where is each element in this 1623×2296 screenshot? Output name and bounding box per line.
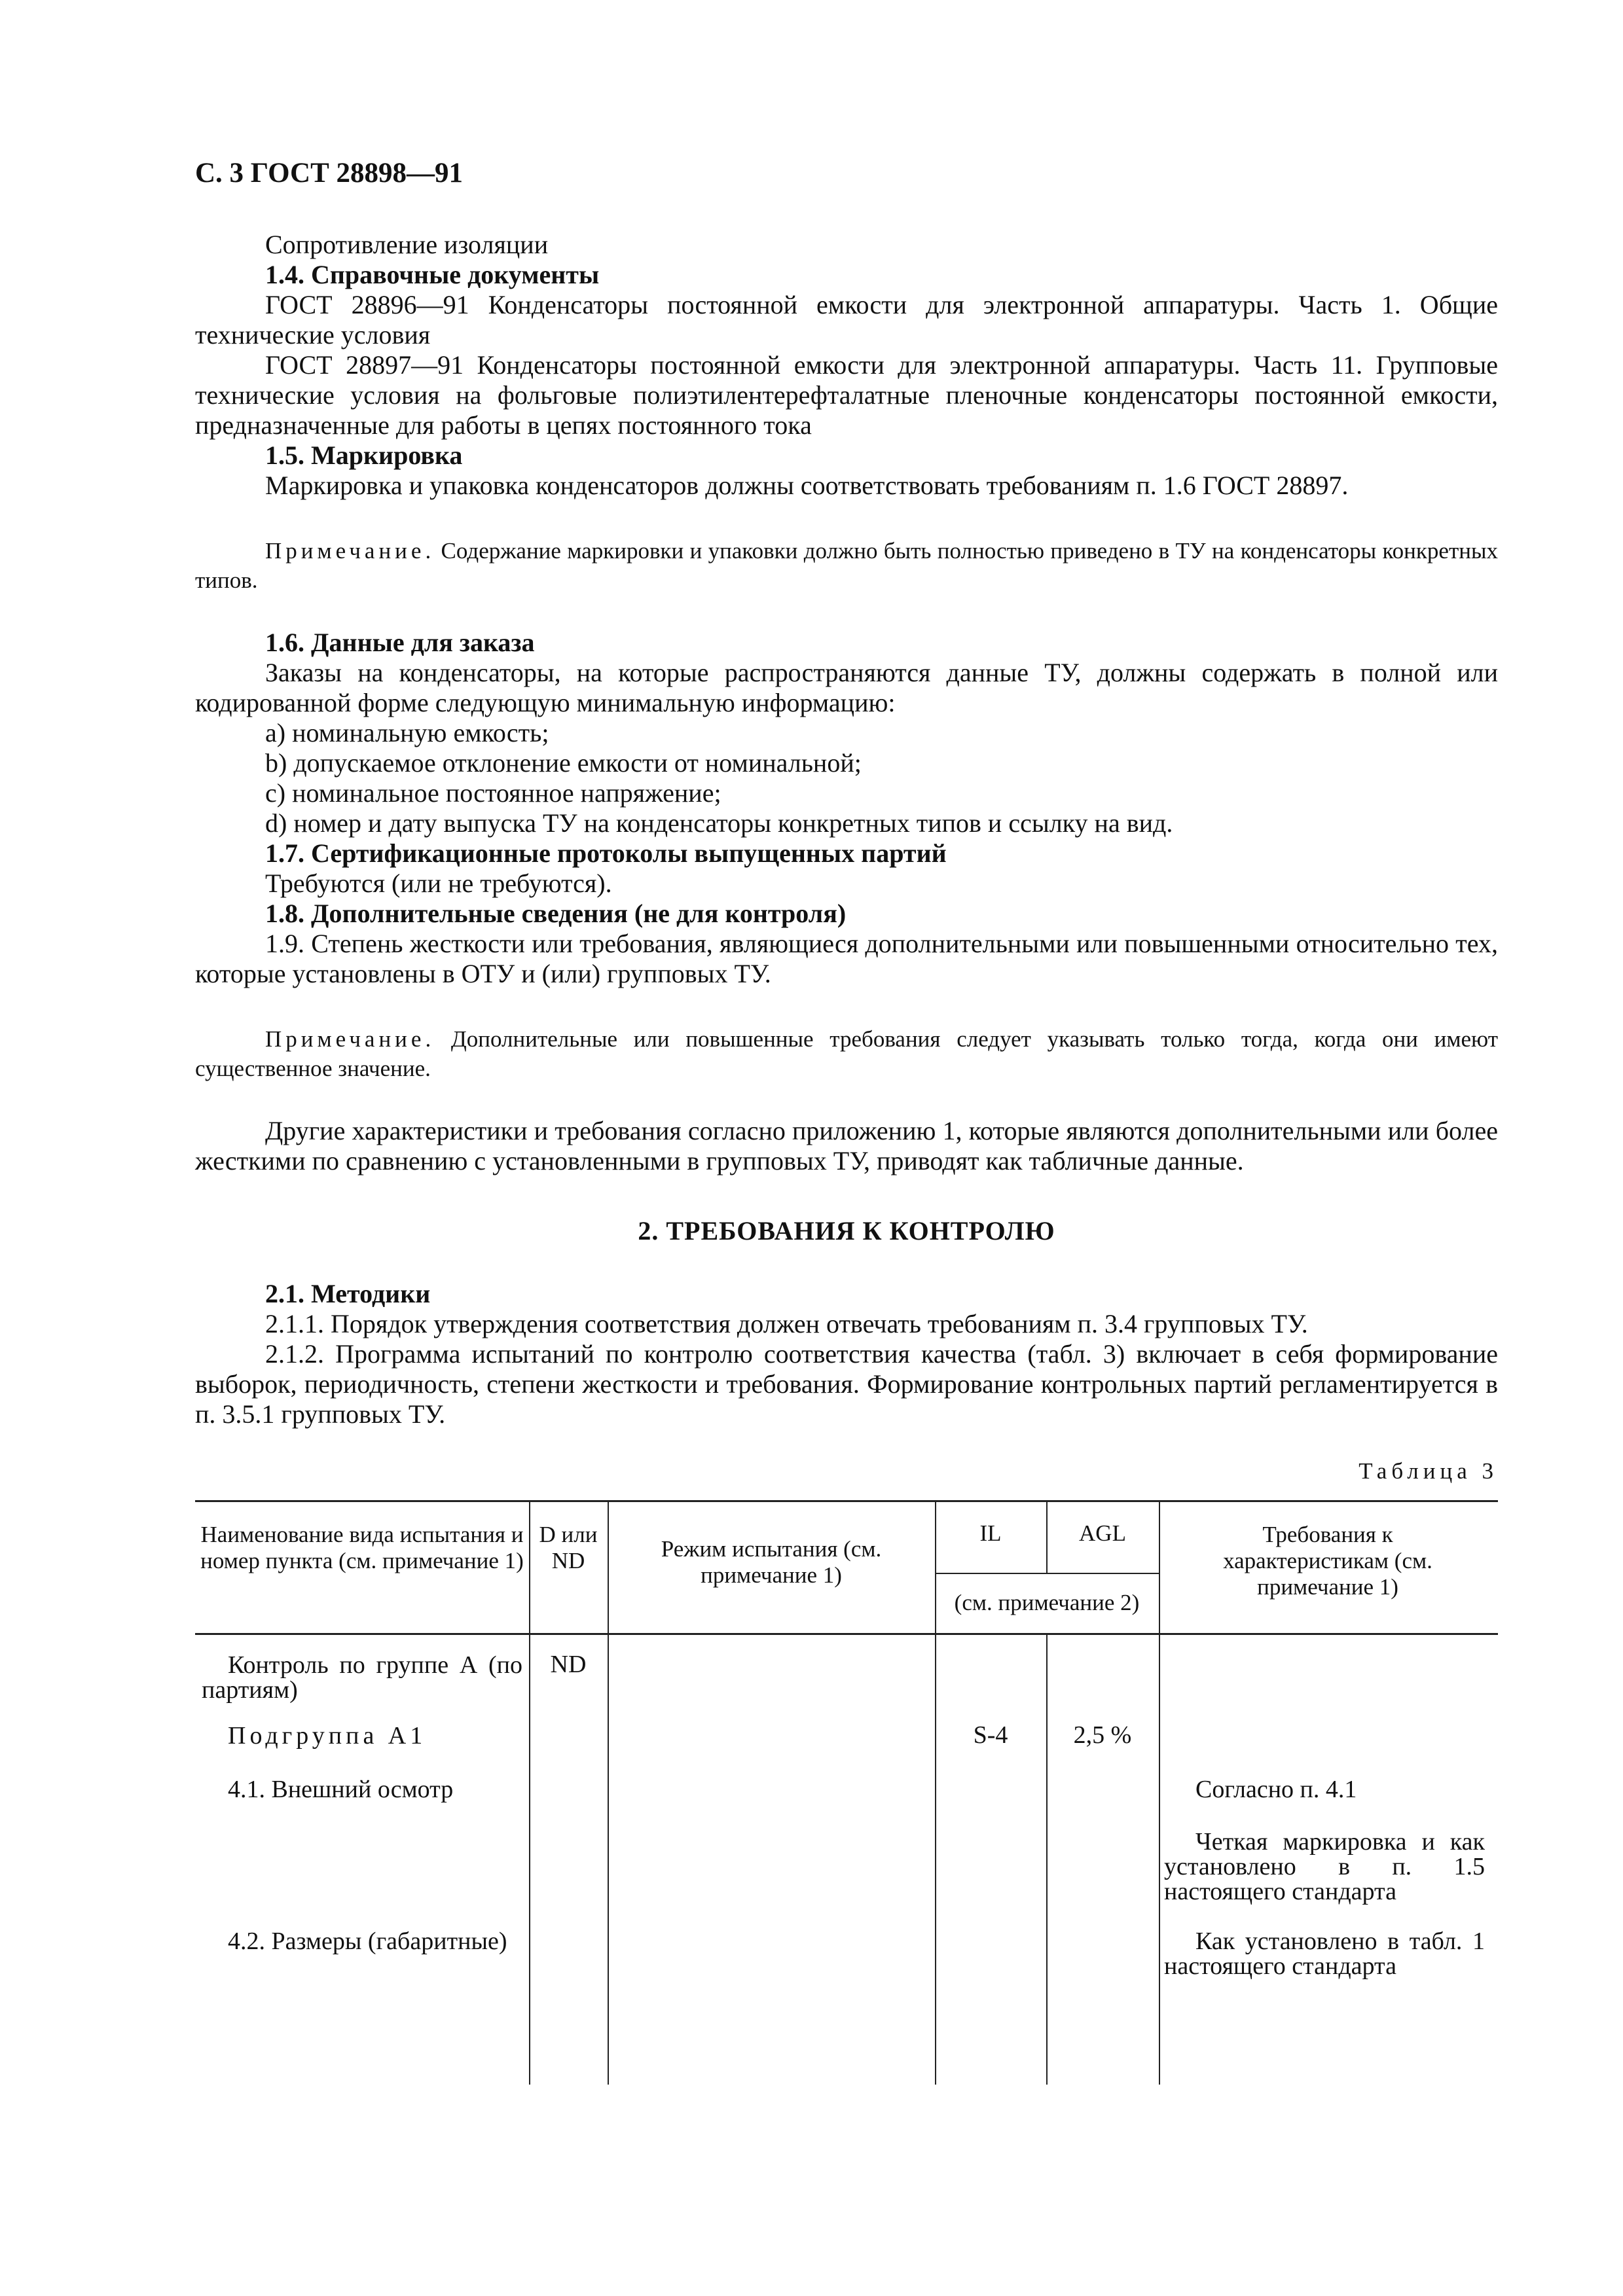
header-requirements: Требования к характеристикам (см. примечание 1) [1223, 1522, 1432, 1600]
other-text: Другие характеристики и требования согласно приложению 1, которые являются дополнительными или более жесткими по сравнению с установленными в групповых ТУ, приводят как табличные данные. [195, 1116, 1498, 1175]
marking-text: Маркировка и упаковка конденсаторов должны соответствовать требованиям п. 1.6 ГОСТ 28897. [265, 471, 1349, 500]
section-2-title: 2. ТРЕБОВАНИЯ К КОНТРОЛЮ [638, 1216, 1055, 1246]
table-caption: Таблица 3 [1359, 1458, 1498, 1484]
order-item-c: c) номинальное постоянное напряжение; [265, 778, 721, 808]
table-rule [195, 1633, 1498, 1635]
note-2 [195, 1024, 1498, 1083]
note-label-2: Примечание. [265, 1026, 435, 1052]
table-rule [1046, 1633, 1048, 2085]
extra-heading: 1.8. Дополнительные сведения (не для контроля) [265, 899, 847, 928]
methods-heading: 2.1. Методики [265, 1279, 431, 1308]
row-dimensions: 4.2. Размеры (габаритные) [228, 1928, 507, 1955]
ref-doc-1: ГОСТ 28896—91 Конденсаторы постоянной емкости для электронной аппаратуры. Часть 1. Общие технические условия [195, 290, 1498, 350]
ref-doc-2: ГОСТ 28897—91 Конденсаторы постоянной емкости для электронной аппаратуры. Часть 11. Групповые технические условия на фольговые полиэтилентерефталатные пленочные конденсаторы постоянной емкости, предназначенные для работы в цепях постоянного тока [195, 350, 1498, 440]
row-subgroup-agl: 2,5 % [1073, 1721, 1132, 1749]
table-rule [529, 1502, 530, 2085]
order-item-a: a) номинальную емкость; [265, 718, 549, 747]
severity-text: 1.9. Степень жесткости или требования, являющиеся дополнительными или повышенными относительно тех, которые установлены в ОТУ и (или) групповых ТУ. [195, 929, 1498, 988]
page-header: С. 3 ГОСТ 28898—91 [195, 158, 464, 188]
header-d-nd: D или ND [539, 1522, 598, 1573]
header-test-name: Наименование вида испытания и номер пункта (см. примечание 1) [200, 1522, 524, 1573]
row-visual-inspection: 4.1. Внешний осмотр [228, 1776, 454, 1803]
table-rule [608, 1502, 609, 2085]
header-il-agl-note: (см. примечание 2) [954, 1590, 1140, 1615]
row-dimensions-requirement: Как установлено в табл. 1 настоящего стандарта [1164, 1928, 1485, 1980]
marking-heading: 1.5. Маркировка [265, 440, 463, 470]
table-rule [935, 1633, 936, 2085]
row-group-a-d: ND [550, 1651, 587, 1678]
row-subgroup-il: S-4 [973, 1721, 1008, 1749]
table-rule [1159, 1502, 1160, 2085]
header-agl: AGL [1079, 1520, 1126, 1546]
note-2-text: Дополнительные или повышенные требования следует указывать только тогда, когда они имеют существенное значение. [195, 1026, 1498, 1081]
note-1-text: Содержание маркировки и упаковки должно быть полностью приведено в ТУ на конденсаторы конкретных типов. [195, 538, 1498, 593]
ref-docs-heading: 1.4. Справочные документы [265, 260, 600, 289]
order-item-b: b) допускаемое отклонение емкости от номинальной; [265, 748, 862, 778]
order-heading: 1.6. Данные для заказа [265, 628, 535, 657]
paragraph-2-1-1: 2.1.1. Порядок утверждения соответствия должен отвечать требованиям п. 3.4 групповых ТУ. [265, 1309, 1308, 1338]
row-marking-requirement: Четкая маркировка и как установлено в п. 1.5 настоящего стандарта [1164, 1828, 1485, 1905]
table-rule [935, 1573, 1159, 1574]
header-test-mode: Режим испытания (см. примечание 1) [661, 1536, 882, 1588]
row-subgroup-a1: Подгруппа А1 [228, 1722, 427, 1749]
note-label: Примечание. [265, 538, 435, 564]
header-il: IL [979, 1520, 1002, 1546]
document-page [195, 157, 1498, 2091]
row-visual-requirement: Согласно п. 4.1 [1195, 1776, 1357, 1803]
note-1 [195, 536, 1498, 595]
paragraph-2-1-2: 2.1.2. Программа испытаний по контролю соответствия качества (табл. 3) включает в себя формирование выборок, периодичность, степени жесткости и требования. Формирование контрольных партий регламентируется в п. 3.5.1 групповых ТУ. [195, 1339, 1498, 1429]
test-program-table [195, 1500, 1498, 2091]
order-item-d: d) номер и дату выпуска ТУ на конденсаторы конкретных типов и ссылку на вид. [265, 808, 1173, 838]
insulation-line: Сопротивление изоляции [265, 230, 549, 259]
cert-heading: 1.7. Сертификационные протоколы выпущенных партий [265, 838, 947, 868]
order-text: Заказы на конденсаторы, на которые распространяются данные ТУ, должны содержать в полной или кодированной форме следующую минимальную информацию: [195, 658, 1498, 717]
row-group-a: Контроль по группе А (по партиям) [202, 1651, 522, 1704]
cert-text: Требуются (или не требуются). [265, 869, 612, 898]
